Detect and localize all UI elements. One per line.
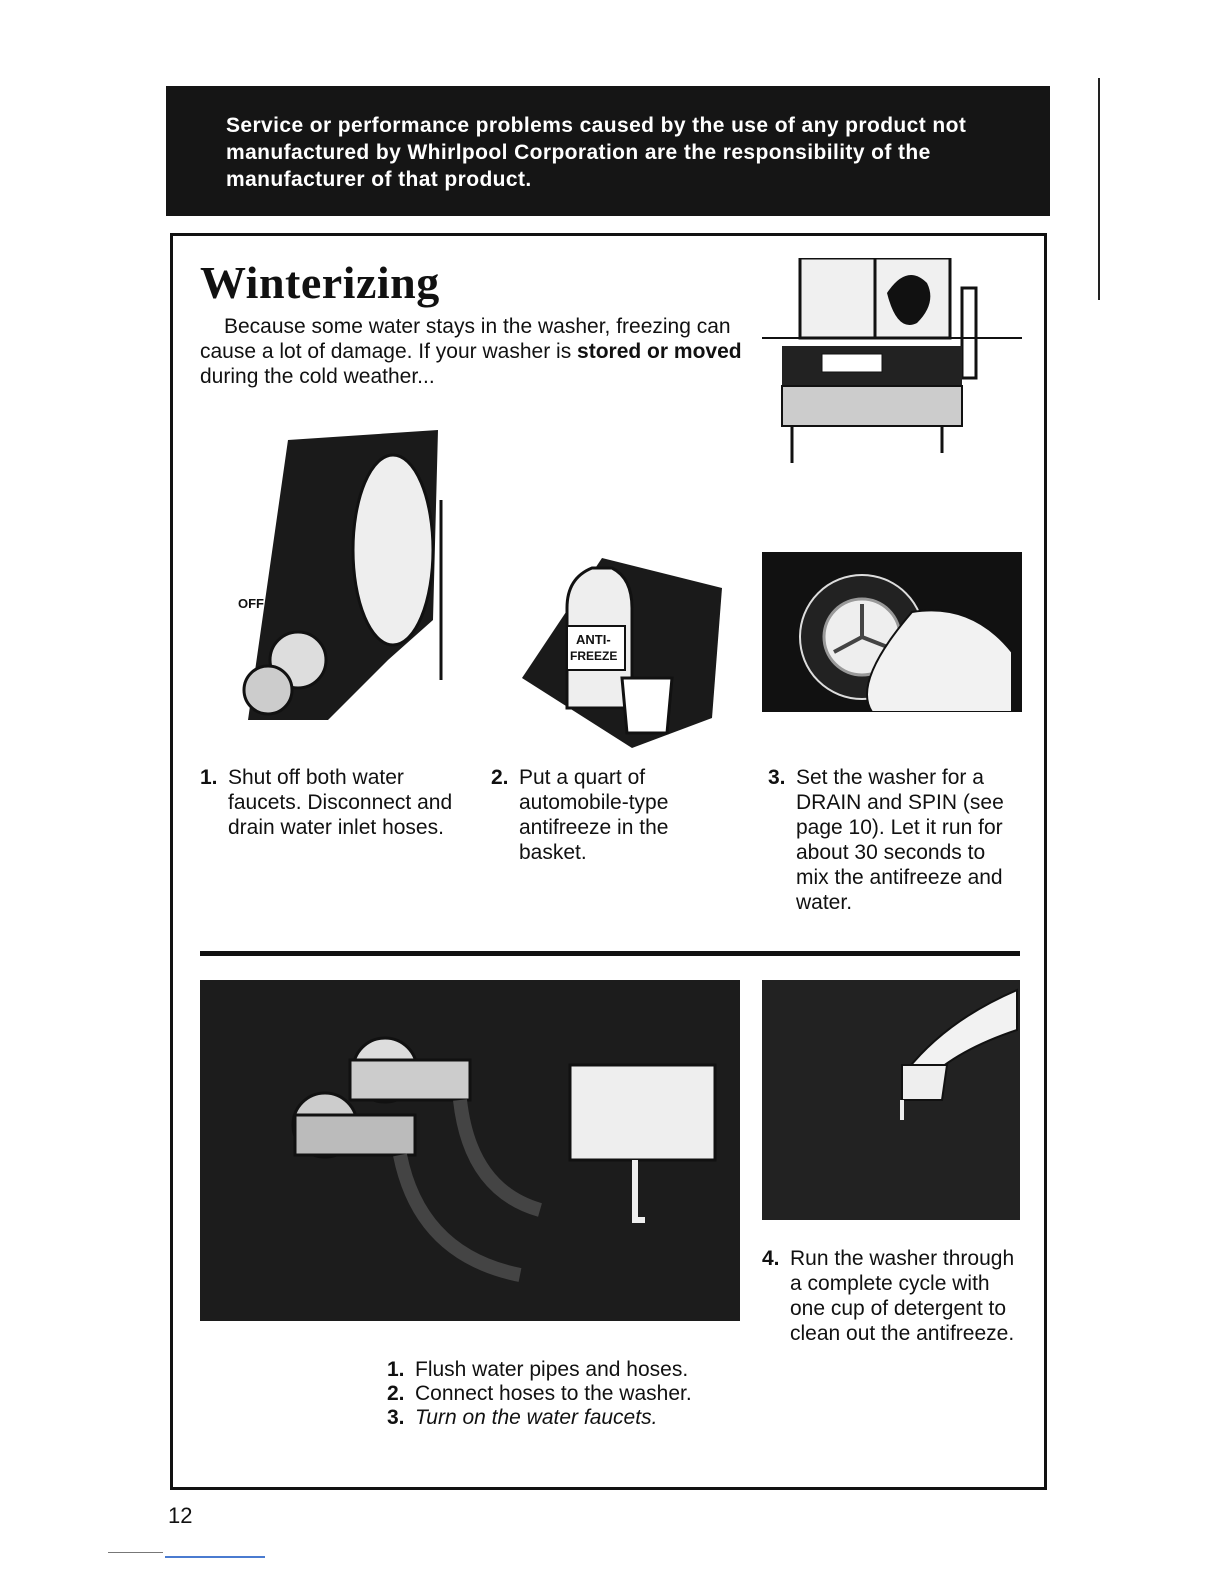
footer-rule	[108, 1552, 163, 1553]
step-2-num: 2.	[491, 766, 509, 789]
reinstall-step-1-text: Flush water pipes and hoses.	[415, 1358, 689, 1381]
step-4-num: 4.	[762, 1247, 780, 1270]
section-divider	[200, 951, 1020, 956]
dial-illustration	[762, 552, 1022, 712]
reinstall-step-2	[387, 1382, 692, 1406]
intro-text-2: during the cold weather...	[200, 365, 435, 388]
detergent-illustration	[762, 980, 1020, 1220]
step-2	[491, 765, 729, 865]
intro-text-1: Because some water stays in the washer, freezing can cause a lot of damage. If your washer is	[200, 315, 731, 363]
page-title: Winterizing	[200, 257, 440, 308]
hose-reconnect-illustration	[200, 980, 740, 1321]
reinstall-step-3-text: Turn on the water faucets.	[415, 1406, 658, 1429]
step-3-text: Set the washer for a DRAIN and SPIN (see page 10). Let it run for about 30 seconds to mix the antifreeze and water.	[796, 766, 1004, 914]
reinstall-step-1	[387, 1358, 692, 1382]
step-3-num: 3.	[768, 766, 786, 789]
reinstall-steps	[387, 1358, 692, 1430]
step-4-text: Run the washer through a complete cycle with one cup of detergent to clean out the antifreeze.	[790, 1247, 1015, 1345]
step-1-text: Shut off both water faucets. Disconnect and drain water inlet hoses.	[228, 766, 453, 839]
warning-banner	[166, 86, 1050, 216]
step-4	[762, 1246, 1020, 1346]
step-1	[200, 765, 458, 840]
antifreeze-illustration	[512, 548, 730, 750]
margin-rule	[1098, 78, 1100, 300]
reinstall-step-3	[387, 1406, 692, 1430]
washer-window-illustration	[762, 258, 1022, 466]
off-label: OFF	[238, 596, 264, 611]
antifreeze-label-2: FREEZE	[570, 649, 618, 663]
antifreeze-label-1: ANTI-	[576, 632, 611, 647]
reinstall-step-3-num: 3.	[387, 1406, 405, 1429]
page-number: 12	[168, 1503, 193, 1528]
intro-bold: stored or moved	[577, 340, 742, 363]
reinstall-step-1-num: 1.	[387, 1358, 405, 1381]
intro-paragraph	[200, 314, 760, 389]
footer-link-rule	[165, 1556, 265, 1558]
faucet-shutoff-illustration	[228, 420, 448, 735]
reinstall-step-2-text: Connect hoses to the washer.	[415, 1382, 692, 1405]
step-2-text: Put a quart of automobile-type antifreeze in the basket.	[519, 766, 669, 864]
step-3	[768, 765, 1021, 915]
reinstall-step-2-num: 2.	[387, 1382, 405, 1405]
step-1-num: 1.	[200, 766, 218, 789]
warning-text: Service or performance problems caused by the use of any product not manufactured by Whirlpool Corporation are the responsibility of the manufacturer of that product.	[226, 114, 967, 191]
